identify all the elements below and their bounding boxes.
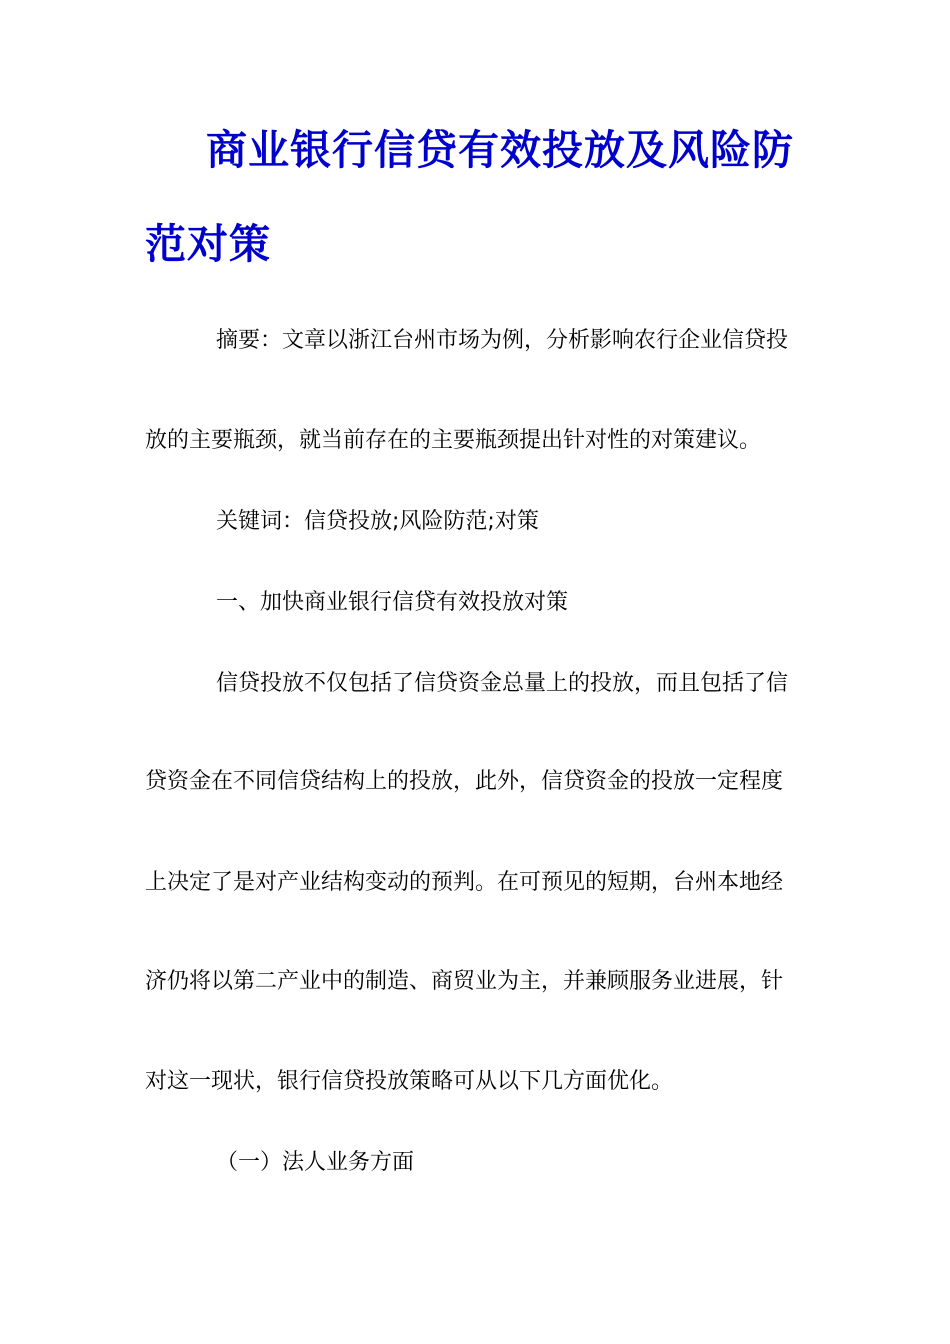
body-line-3: 上决定了是对产业结构变动的预判。在可预见的短期，台州本地经 (145, 870, 784, 895)
body-line-5: 对这一现状，银行信贷投放策略可从以下几方面优化。 (145, 1069, 674, 1094)
document-title-line-1: 商业银行信贷有效投放及风险防 (206, 126, 794, 174)
keywords-line: 关键词：信贷投放;风险防范;对策 (216, 509, 539, 534)
abstract-line-1: 摘要：文章以浙江台州市场为例，分析影响农行企业信贷投 (216, 328, 789, 353)
body-line-2: 贷资金在不同信贷结构上的投放，此外，信贷资金的投放一定程度 (145, 769, 784, 794)
abstract-line-2: 放的主要瓶颈，就当前存在的主要瓶颈提出针对性的对策建议。 (145, 428, 762, 453)
subsection-heading-1: （一）法人业务方面 (216, 1150, 415, 1175)
section-heading-1: 一、加快商业银行信贷有效投放对策 (216, 590, 569, 615)
body-line-4: 济仍将以第二产业中的制造、商贸业为主，并兼顾服务业进展，针 (145, 969, 784, 994)
body-line-1: 信贷投放不仅包括了信贷资金总量上的投放，而且包括了信 (216, 671, 789, 696)
document-title-line-2: 范对策 (145, 220, 271, 268)
